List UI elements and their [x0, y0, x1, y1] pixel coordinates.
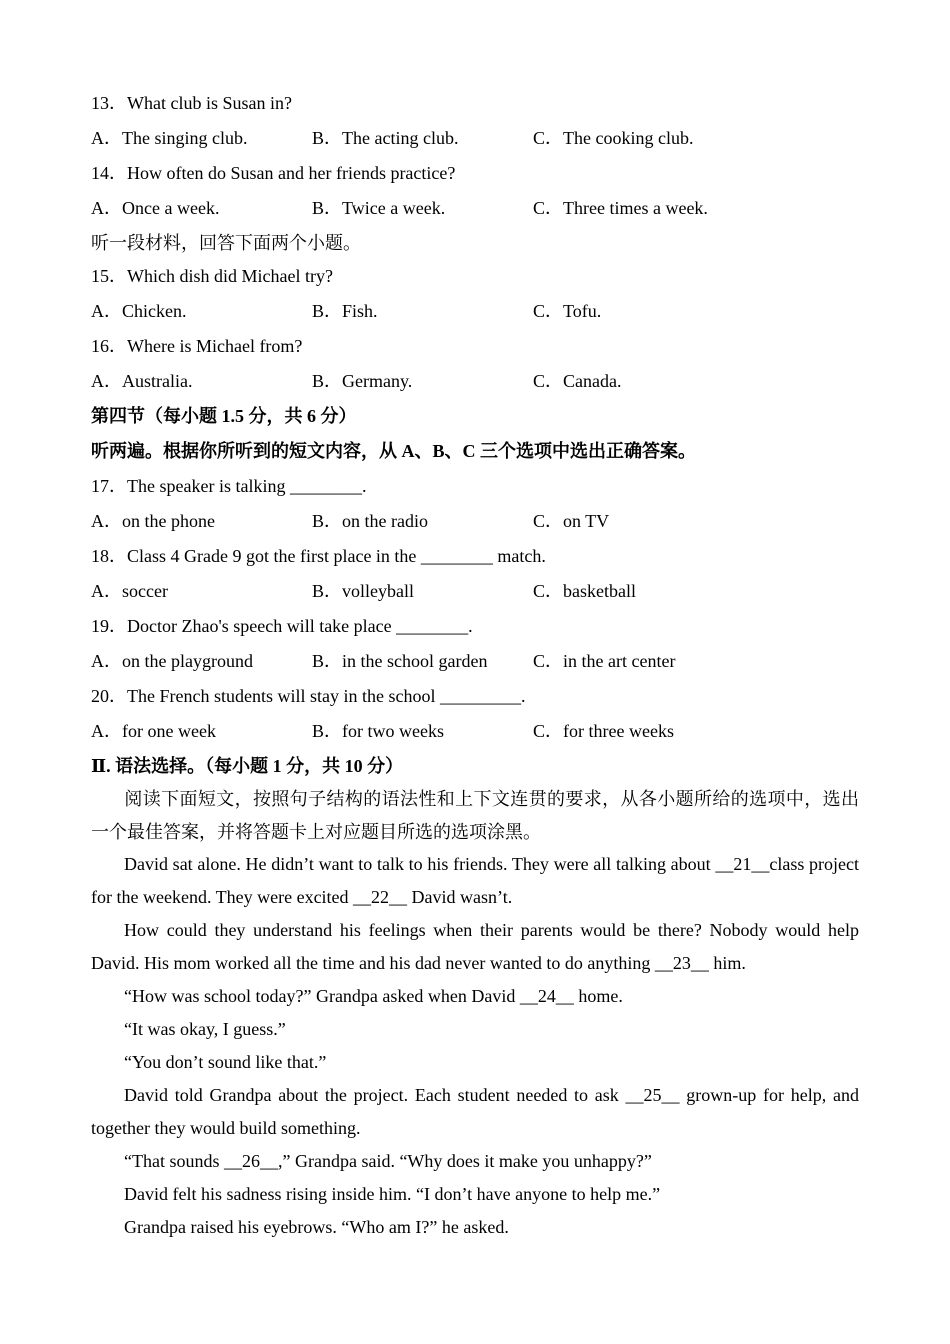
passage-text: Grandpa raised his eyebrows. “Who am I?” he asked. [124, 1217, 509, 1237]
option-17a: A．on the phone [91, 511, 215, 531]
passage-paragraph-6 [91, 1079, 859, 1145]
question-15: 15．Which dish did Michael try? [91, 266, 333, 286]
option-17b: B．on the radio [312, 511, 428, 531]
option-19c: C．in the art center [533, 651, 676, 671]
option-15b: B．Fish. [312, 301, 378, 321]
passage-paragraph-9 [91, 1211, 859, 1244]
option-19a: A．on the playground [91, 651, 253, 671]
question-19: 19．Doctor Zhao's speech will take place ________. [91, 616, 473, 636]
section4-instruction: 听两遍。根据你所听到的短文内容，从 A、B、C 三个选项中选出正确答案。 [91, 441, 697, 461]
question-17: 17．The speaker is talking ________. [91, 476, 367, 496]
passage-paragraph-7 [91, 1145, 859, 1178]
passage-text: David wasn’t. [407, 887, 513, 907]
grammar-instruction-text: 阅读下面短文，按照句子结构的语法性和上下文连贯的要求，从各小题所给的选项中，选出一个最佳答案，并将答题卡上对应题目所选的选项涂黑。 [91, 789, 859, 842]
section4-title: 第四节（每小题 1.5 分，共 6 分） [91, 406, 357, 426]
passage-text: “It was okay, I guess.” [124, 1019, 286, 1039]
passage-paragraph-4 [91, 1013, 859, 1046]
option-13c: C．The cooking club. [533, 128, 694, 148]
option-14a: A．Once a week. [91, 198, 220, 218]
blank-25: __25__ [625, 1085, 680, 1105]
passage-text: David told Grandpa about the project. Each student needed to ask [124, 1085, 626, 1105]
passage-paragraph-2 [91, 914, 859, 980]
passage-paragraph-8 [91, 1178, 859, 1211]
passage-text: ,” Grandpa said. “Why does it make you unhappy?” [277, 1151, 652, 1171]
passage-text: David felt his sadness rising inside him. “I don’t have anyone to help me.” [124, 1184, 661, 1204]
option-16c: C．Canada. [533, 371, 622, 391]
question-16: 16．Where is Michael from? [91, 336, 303, 356]
passage-text: “How was school today?” Grandpa asked when David [124, 986, 520, 1006]
option-20b: B．for two weeks [312, 721, 444, 741]
option-14c: C．Three times a week. [533, 198, 708, 218]
option-15a: A．Chicken. [91, 301, 187, 321]
question-20: 20．The French students will stay in the school _________. [91, 686, 526, 706]
blank-26: __26__ [223, 1151, 278, 1171]
passage-text: him. [708, 953, 746, 973]
passage-text: class project for the weekend. They were excited [91, 854, 860, 907]
passage-paragraph-5 [91, 1046, 859, 1079]
question-14: 14．How often do Susan and her friends practice? [91, 163, 456, 183]
option-18a: A．soccer [91, 581, 168, 601]
option-13a: A．The singing club. [91, 128, 248, 148]
option-17c: C．on TV [533, 511, 610, 531]
option-19b: B．in the school garden [312, 651, 488, 671]
option-16a: A．Australia. [91, 371, 193, 391]
passage-text: grown-up for help, and together they would build something. [91, 1085, 859, 1138]
option-16b: B．Germany. [312, 371, 413, 391]
option-18c: C．basketball [533, 581, 636, 601]
question-13: 13．What club is Susan in? [91, 93, 292, 113]
passage-text: David sat alone. He didn’t want to talk to his friends. They were all talking about [124, 854, 716, 874]
option-18b: B．volleyball [312, 581, 414, 601]
blank-21: __21__ [715, 854, 770, 874]
passage-paragraph-3 [91, 980, 859, 1013]
blank-23: __23__ [654, 953, 709, 973]
passage-paragraph-1 [91, 848, 859, 914]
option-14b: B．Twice a week. [312, 198, 446, 218]
passage-text: home. [573, 986, 623, 1006]
passage-text: “You don’t sound like that.” [124, 1052, 327, 1072]
grammar-instruction [91, 783, 859, 849]
option-15c: C．Tofu. [533, 301, 602, 321]
blank-24: __24__ [519, 986, 574, 1006]
question-18: 18．Class 4 Grade 9 got the first place in the ________ match. [91, 546, 546, 566]
instruction-15-16: 听一段材料，回答下面两个小题。 [91, 233, 361, 253]
passage-text: How could they understand his feelings when their parents would be there? Nobody would help David. His mom worked all the time and his dad never wanted to do anything [91, 920, 859, 973]
passage-text: “That sounds [124, 1151, 224, 1171]
option-13b: B．The acting club. [312, 128, 459, 148]
option-20c: C．for three weeks [533, 721, 674, 741]
blank-22: __22__ [353, 887, 408, 907]
grammar-title: Ⅱ. 语法选择。（每小题 1 分，共 10 分） [91, 756, 404, 776]
option-20a: A．for one week [91, 721, 216, 741]
